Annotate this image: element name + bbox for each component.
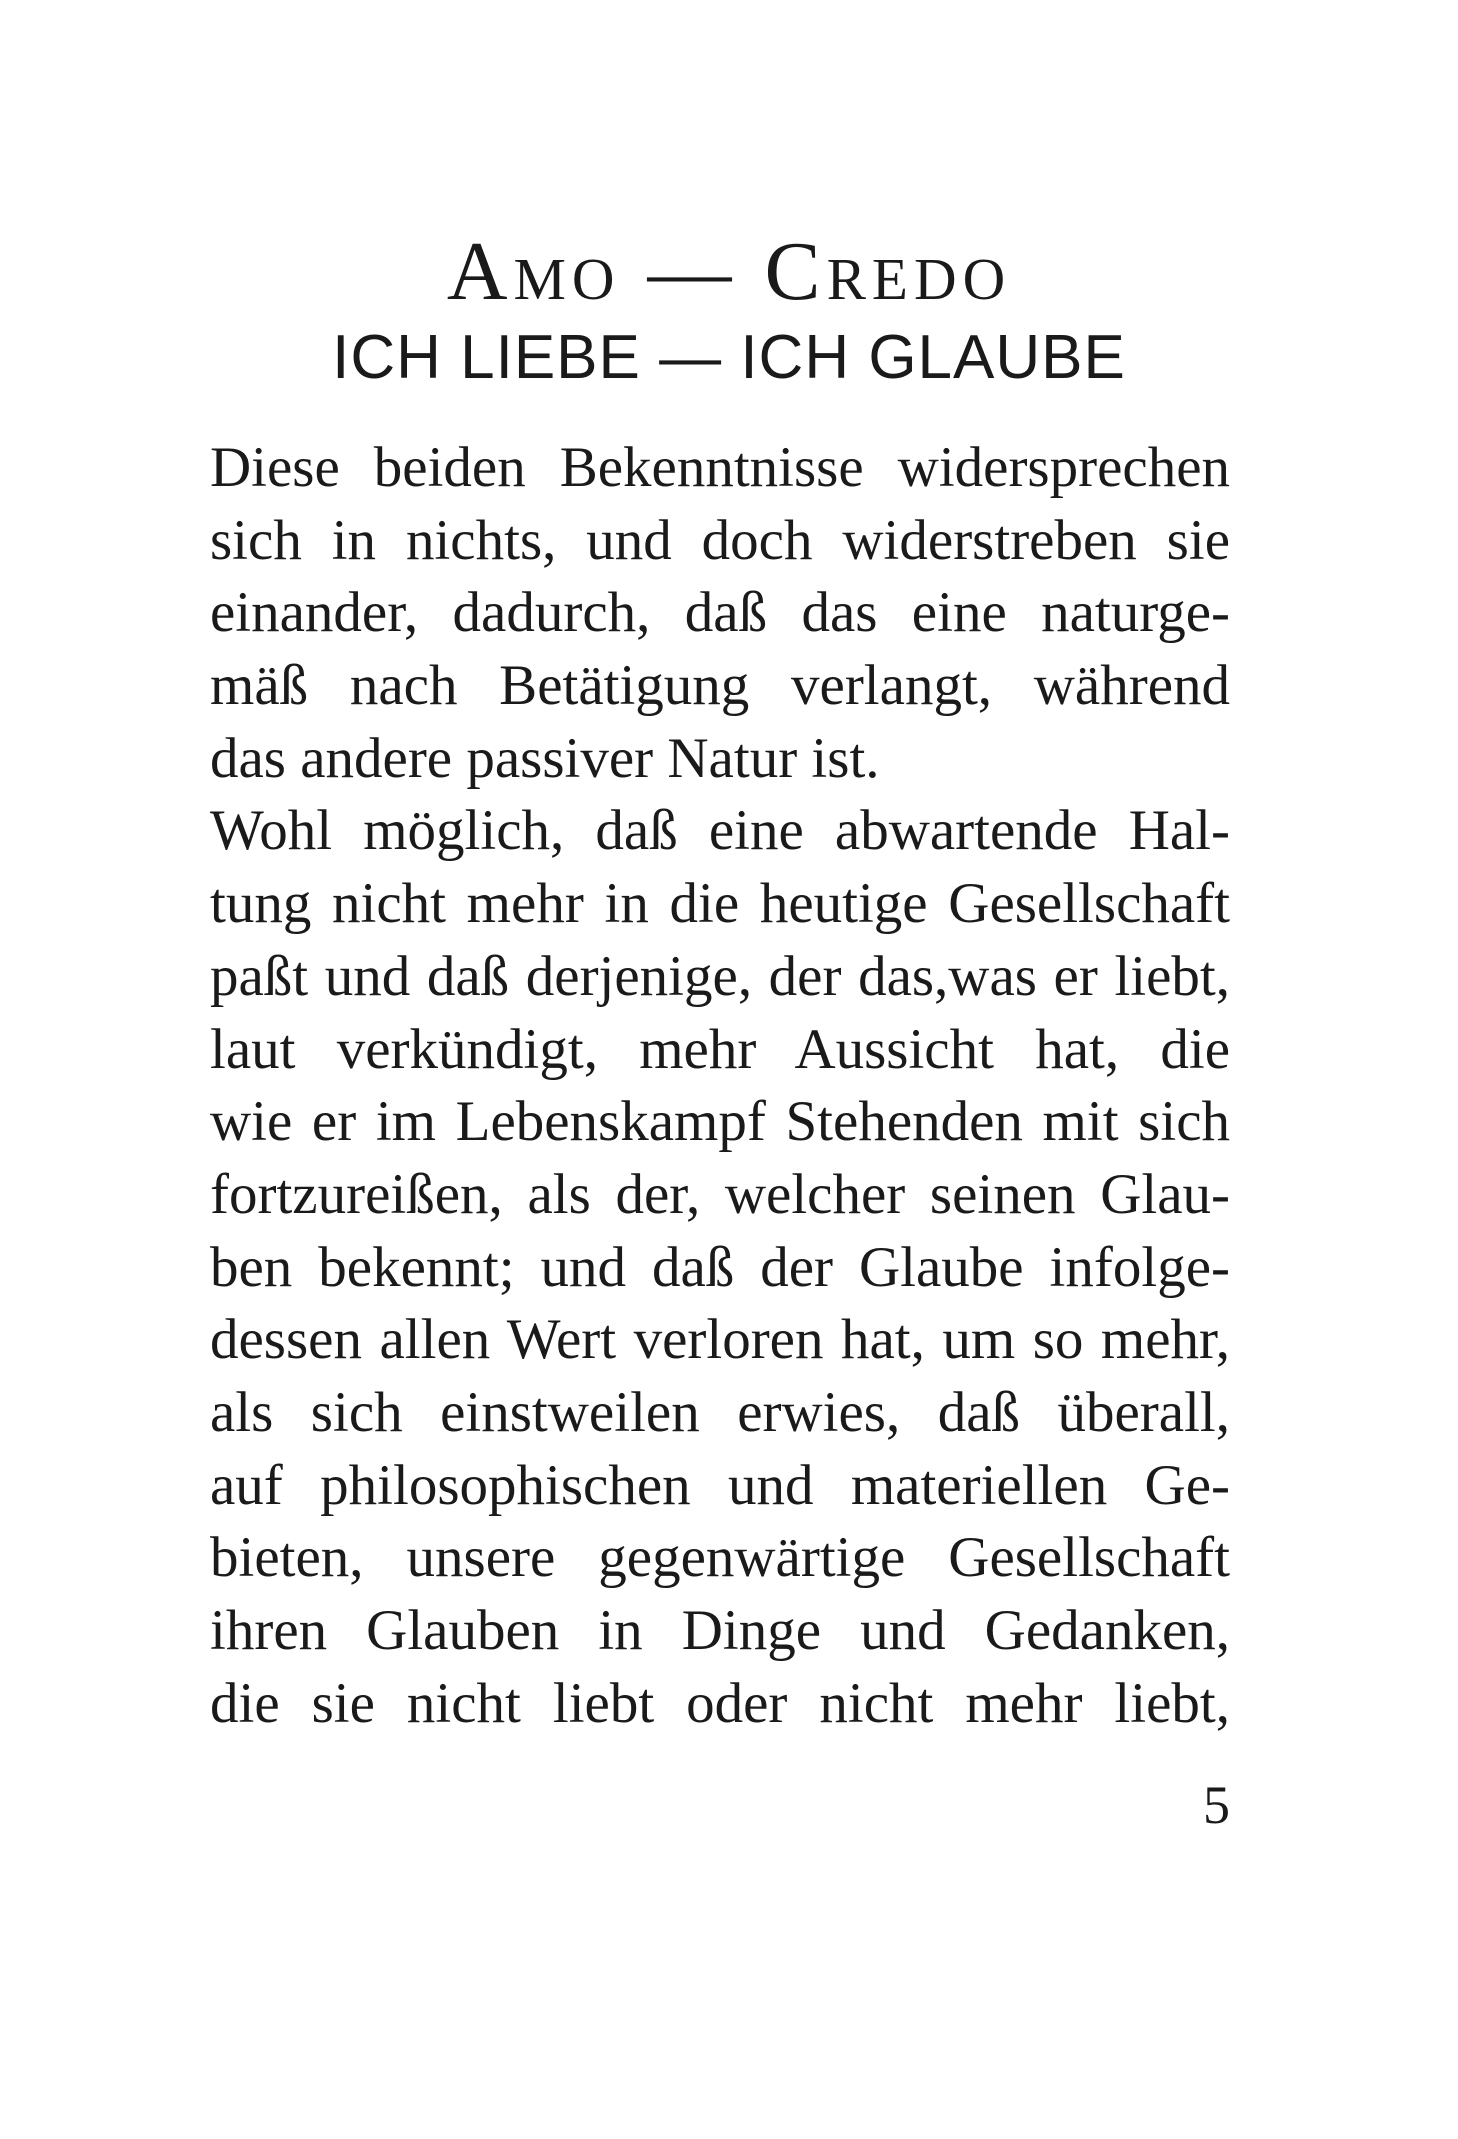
text-line: ben bekennt; und daß der Glaube infolge- bbox=[210, 1235, 1230, 1299]
chapter-title: Amo — Credo bbox=[446, 225, 1012, 318]
text-line: das andere passiver Natur ist. bbox=[210, 726, 880, 790]
text-line: Wohl möglich, daß eine abwartende Hal- bbox=[210, 799, 1230, 863]
body-text bbox=[210, 432, 1230, 1740]
text-line: laut verkündigt, mehr Aussicht hat, die bbox=[210, 1017, 1230, 1081]
text-line: bieten, unsere gegenwärtige Gesellschaft bbox=[210, 1526, 1230, 1590]
text-line: die sie nicht liebt oder nicht mehr liebt, bbox=[210, 1671, 1230, 1735]
text-line: sich in nichts, und doch widerstreben sie bbox=[210, 508, 1230, 572]
page-number: 5 bbox=[1203, 1775, 1230, 1835]
text-line: als sich einstweilen erwies, daß überall, bbox=[210, 1380, 1230, 1444]
chapter-subtitle: ICH LIEBE — ICH GLAUBE bbox=[332, 323, 1126, 392]
text-line: Diese beiden Bekenntnisse widersprechen bbox=[210, 436, 1230, 499]
text-line: dessen allen Wert verloren hat, um so mehr, bbox=[210, 1308, 1230, 1372]
text-line: auf philosophischen und materiellen Ge- bbox=[210, 1453, 1230, 1517]
text-line: einander, dadurch, daß das eine naturge- bbox=[210, 581, 1230, 645]
text-line: mäß nach Betätigung verlangt, während bbox=[210, 654, 1230, 718]
text-line: wie er im Lebenskampf Stehenden mit sich bbox=[210, 1090, 1230, 1154]
text-line: ihren Glauben in Dinge und Gedanken, bbox=[210, 1599, 1230, 1662]
text-line: fortzureißen, als der, welcher seinen Glau- bbox=[210, 1162, 1230, 1226]
text-line: tung nicht mehr in die heutige Gesellschaft bbox=[210, 872, 1230, 936]
text-line: paßt und daß derjenige, der das,was er liebt, bbox=[210, 944, 1230, 1008]
